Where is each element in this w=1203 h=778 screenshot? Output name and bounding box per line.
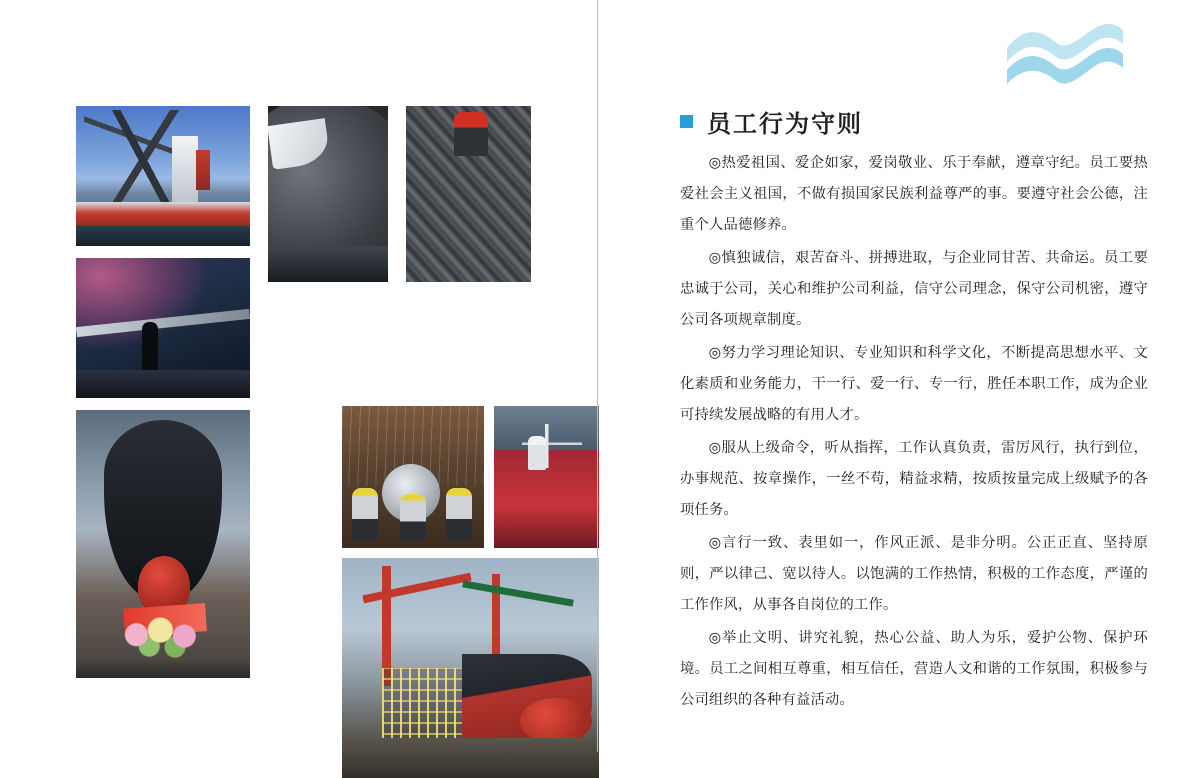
ship-hull [76, 202, 250, 228]
section-heading [680, 104, 863, 139]
paragraph: ◎服从上级命令，听从指挥，工作认真负责，雷厉风行，执行到位，办事规范、按章操作，一丝不苟，精益求精，按质按量完成上级赋予的各项任务。 [680, 440, 1148, 518]
photo-launch-ceremony [76, 410, 250, 678]
text-page [598, 0, 1203, 752]
worker-figure [528, 436, 546, 470]
photo-hull-painting [494, 406, 599, 548]
photo-drydock-silhouette [76, 258, 250, 398]
photo-shipyard-cranes [342, 558, 599, 778]
crane-jib-red [362, 573, 471, 604]
flower-basket [118, 614, 210, 660]
superstructure [172, 136, 198, 208]
water [268, 246, 388, 282]
photo-workers-helmets [342, 406, 484, 548]
worker-figure [352, 488, 378, 540]
wave-mark-icon [1005, 22, 1125, 96]
paragraph: ◎言行一致、表里如一，作风正派、是非分明。公正正直、坚持原则，严以律己、宽以待人。以饱满的工作热情，积极的工作态度，严谨的工作作风，从事各自岗位的工作。 [680, 535, 1148, 613]
worker-figure [454, 112, 488, 156]
crane-jib-green [462, 580, 574, 606]
ground [76, 660, 250, 678]
photo-offshore-crane-vessel [76, 106, 250, 246]
paragraph: ◎热爱祖国、爱企如家，爱岗敬业、乐于奉献，遵章守纪。员工要热爱社会主义祖国，不做有损国家民族利益尊严的事。要遵守社会公德，注重个人品德修养。 [680, 155, 1148, 233]
paragraph: ◎慎独诚信，艰苦奋斗、拼搏进取，与企业同甘苦、共命运。员工要忠诚于公司，关心和维护公司利益，信守公司理念，保守公司机密，遵守公司各项规章制度。 [680, 250, 1148, 328]
water [76, 226, 250, 246]
paragraph: ◎努力学习理论知识、专业知识和科学文化，不断提高思想水平、文化素质和业务能力，干一行、爱一行、专一行，胜任本职工作，成为企业可持续发展战略的有用人才。 [680, 345, 1148, 423]
dock-floor [76, 370, 250, 398]
worker-figure [400, 494, 426, 540]
photo-ship-bow-curve [268, 106, 388, 282]
body-text [680, 148, 1148, 718]
funnel [196, 150, 210, 190]
square-bullet-icon [680, 115, 693, 128]
paragraph: ◎举止文明、讲究礼貌，热心公益、助人为乐，爱护公物、保护环境。员工之间相互尊重，相互信任，营造人文和谐的工作氛围，积极参与公司组织的各种有益活动。 [680, 630, 1148, 708]
photo-collage [76, 106, 551, 678]
worker-figure [446, 488, 472, 540]
yard-ground [342, 738, 599, 778]
photo-anchor-chains [406, 106, 531, 282]
page-title: 员工行为守则 [707, 110, 863, 138]
